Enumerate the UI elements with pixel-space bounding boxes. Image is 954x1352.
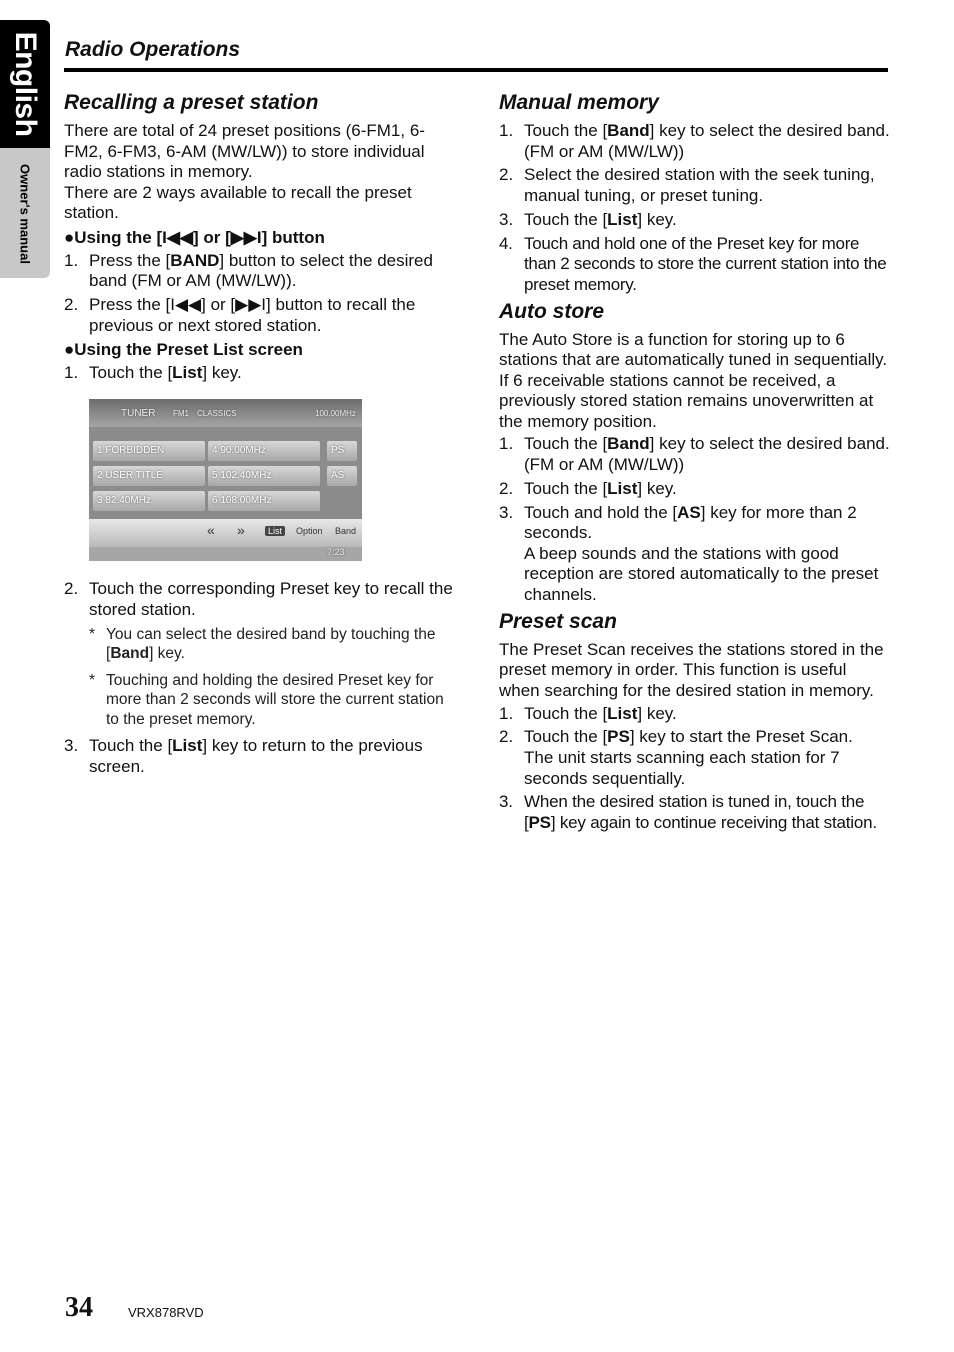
list-item: [499, 434, 891, 475]
language-label: English: [9, 31, 42, 137]
next-icon: »: [237, 522, 245, 539]
step-text: ] key.: [637, 478, 677, 498]
recall-heading: Recalling a preset station: [64, 91, 319, 114]
preset-key-6: 6 108.00MHz: [208, 491, 320, 511]
step-number: 3.: [499, 792, 513, 812]
step-number: 1.: [499, 703, 514, 723]
frequency-label: 100.00MHz: [315, 409, 356, 419]
source-label: TUNER: [121, 408, 156, 420]
step-text: Touch the [: [524, 121, 608, 140]
as-key: AS: [327, 466, 357, 486]
key-name: List: [607, 478, 638, 498]
list-item: [499, 234, 891, 296]
left-column: [64, 90, 456, 780]
step-number: 3.: [499, 209, 514, 229]
note-text: Touching and holding the desired Preset key for more than 2 seconds will store the current station to the preset memory.: [106, 671, 444, 728]
key-name: BAND: [170, 250, 220, 270]
list-item: [499, 165, 891, 206]
step-text: ] key.: [202, 362, 242, 382]
list-item: [64, 736, 456, 777]
page-number: 34: [65, 1292, 93, 1323]
step-number: 1.: [499, 121, 514, 140]
list-item: [499, 727, 891, 789]
key-name: List: [607, 209, 638, 229]
list-item: [499, 479, 891, 500]
list-item: [64, 579, 456, 620]
recall-intro-2: There are 2 ways available to recall the preset station.: [64, 182, 412, 223]
step-text: Touch and hold one of the Preset key for more than 2 seconds to store the current station into the preset memory.: [524, 233, 887, 294]
preset-list-steps-final: [64, 736, 456, 777]
preset-scan-intro: The Preset Scan receives the stations stored in the preset memory in order. This function is useful when searching for the desired station in memory.: [499, 639, 884, 700]
step-number: 1.: [64, 362, 79, 382]
preset-list-steps-continued: [64, 579, 456, 620]
step-number: 3.: [499, 502, 514, 522]
step-text: ] key to select the desired band. (FM or AM (MW/LW)): [524, 121, 890, 161]
note-asterisk: *: [89, 625, 96, 643]
key-name: PS: [528, 812, 551, 832]
step-text: Press the [I◀◀] or [▶▶I] button to recall the previous or next stored station.: [89, 294, 416, 335]
step-text: ] button to select the desired band (FM or AM (MW/LW)).: [89, 250, 433, 291]
step-number: 1.: [64, 250, 79, 270]
preset-key-4: 4 90.00MHz: [208, 441, 320, 461]
step-number: 2.: [64, 294, 79, 314]
step-text: ] key to select the desired band. (FM or AM (MW/LW)): [524, 434, 890, 475]
key-name: AS: [677, 502, 701, 522]
preset-scan-steps: [499, 704, 891, 834]
language-side-tab: [0, 20, 50, 278]
step-text: Touch the [: [524, 209, 608, 229]
list-item: [499, 503, 891, 606]
note-band: [64, 625, 456, 664]
model-number: VRX878RVD: [128, 1305, 204, 1320]
key-name: List: [172, 362, 203, 382]
list-item: [64, 251, 456, 292]
step-text: Select the desired station with the seek tuning, manual tuning, or preset tuning.: [524, 165, 875, 205]
step-number: 2.: [499, 478, 514, 498]
language-tab: [0, 20, 50, 148]
list-button: List: [265, 526, 285, 536]
key-name: Band: [607, 434, 650, 454]
station-label: CLASSICS: [197, 409, 237, 419]
manual-memory-heading: Manual memory: [499, 91, 659, 114]
step-text: ] key again to continue receiving that station.: [550, 812, 877, 832]
step-number: 3.: [64, 736, 79, 755]
list-item: [499, 792, 891, 833]
key-name: Band: [110, 645, 150, 662]
preset-key-3: 3 82.40MHz: [93, 491, 205, 511]
preset-key-5: 5 102.40MHz: [208, 466, 320, 486]
note-asterisk: *: [89, 671, 96, 689]
step-text: Touch the [: [524, 703, 608, 723]
step-text: Touch the [: [524, 434, 608, 454]
key-name: List: [172, 736, 203, 755]
ps-key: PS: [327, 441, 357, 461]
step-number: 4.: [499, 233, 513, 253]
step-text: Touch the [: [524, 727, 608, 747]
bullet-skip-buttons: ●Using the [I◀◀] or [▶▶I] button: [64, 227, 325, 247]
skip-steps: [64, 251, 456, 337]
preset-scan-heading: Preset scan: [499, 609, 617, 633]
step-number: 2.: [499, 165, 514, 185]
step-number: 1.: [499, 434, 514, 454]
list-item: [64, 363, 456, 384]
step-text: When the desired station is tuned in, touch the [: [524, 792, 865, 832]
step-text: ] key.: [637, 703, 677, 723]
step-text: ] key for more than 2 seconds.: [524, 502, 857, 543]
key-name: PS: [607, 727, 630, 747]
prev-icon: «: [207, 522, 215, 539]
step-text: Touch the [: [89, 736, 173, 755]
key-name: Band: [607, 121, 650, 140]
step-text: Touch the [: [524, 478, 608, 498]
band-label: FM1: [173, 409, 189, 419]
note-text: ] key.: [149, 645, 185, 662]
screen-status-bar: [89, 547, 362, 561]
header-rule: [64, 68, 888, 72]
auto-store-heading: Auto store: [499, 299, 604, 323]
step-text: Touch the corresponding Preset key to recall the stored station.: [89, 579, 453, 619]
section-header: Radio Operations: [65, 38, 241, 61]
clock-label: 7:23: [327, 547, 345, 558]
list-item: [499, 121, 891, 162]
note-store: [64, 671, 456, 730]
step-text: Touch the [: [89, 362, 173, 382]
option-button: Option: [296, 526, 323, 537]
step-number: 2.: [499, 727, 514, 747]
preset-key-1: 1 FORBIDDEN: [93, 441, 205, 461]
step-text: ] key.: [637, 209, 677, 229]
bullet-preset-list: ●Using the Preset List screen: [64, 340, 303, 360]
recall-intro-1: There are total of 24 preset positions (6-FM1, 6-FM2, 6-FM3, 6-AM (MW/LW)) to store individual radio stations in memory.: [64, 121, 425, 182]
step-text: ] key to start the Preset Scan.: [629, 727, 853, 747]
step-number: 2.: [64, 579, 79, 599]
step-detail: The unit starts scanning each station for 7 seconds sequentially.: [524, 747, 840, 788]
step-detail: A beep sounds and the stations with good reception are stored automatically to the preset channels.: [524, 543, 879, 604]
preset-list-steps: [64, 363, 456, 384]
note-text: You can select the desired band by touching the [: [106, 625, 436, 662]
list-item: [64, 295, 456, 336]
auto-store-steps: [499, 434, 891, 605]
manual-memory-steps: [499, 121, 891, 295]
step-text: Touch and hold the [: [524, 502, 678, 522]
preset-list-screenshot: [89, 399, 362, 561]
list-item: [499, 210, 891, 231]
right-column: [499, 90, 891, 837]
manual-tab: [0, 148, 50, 278]
band-button: Band: [335, 526, 357, 537]
manual-label: Owner's manual: [17, 164, 33, 264]
auto-store-intro: The Auto Store is a function for storing up to 6 stations that are automatically tuned in sequentially. If 6 receivable stations cannot be received, a previously stored station remains unoverwritten at the memory position.: [499, 329, 888, 431]
preset-key-2: 2 USER TITLE: [93, 466, 205, 486]
list-item: [499, 704, 891, 725]
step-text: Press the [: [89, 250, 171, 270]
key-name: List: [607, 703, 638, 723]
step-text: ] key to return to the previous screen.: [89, 736, 423, 776]
